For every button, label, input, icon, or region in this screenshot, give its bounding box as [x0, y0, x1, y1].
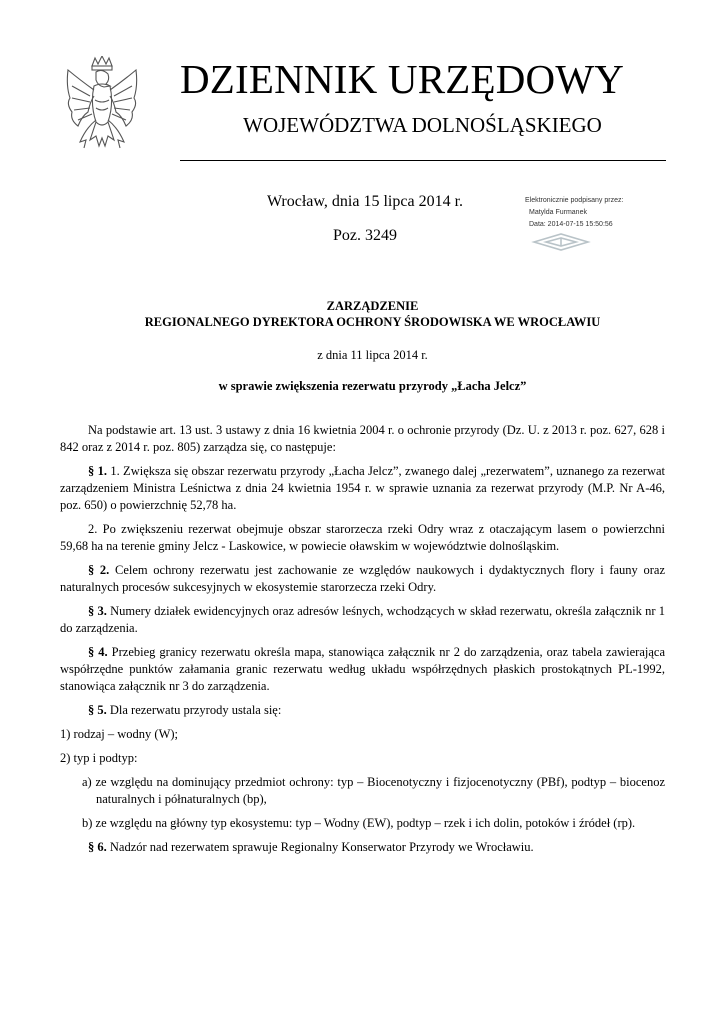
journal-title: DZIENNIK URZĘDOWY: [180, 56, 625, 102]
section-5-mark: § 5.: [88, 703, 107, 717]
section-1: [60, 463, 665, 514]
section-5-item-2: 2) typ i podtyp:: [60, 751, 138, 765]
electronic-signature: [525, 195, 705, 231]
masthead-divider: [180, 160, 666, 161]
section-1-text: 1. Zwiększa się obszar rezerwatu przyrody „Łacha Jelcz”, zwanego dalej „rezerwatem”, uznanego za rezerwat zarządzeniem Ministra Leśnictwa z dnia 24 kwietnia 1954 r. w sprawie uznania za rezerwat przyrody (M.P. Nr A-46, poz. 650) o powierzchnię 52,78 ha.: [60, 464, 666, 512]
section-2-text: Celem ochrony rezerwatu jest zachowanie ze względów naukowych i dydaktycznych flory i fauny oraz naturalnych procesów sukcesyjnych w ekosystemie starorzecza rzeki Odry.: [60, 563, 665, 594]
document-type: ZARZĄDZENIE: [326, 299, 419, 313]
section-1-paragraph-2: 2. Po zwiększeniu rezerwat obejmuje obszar starorzecza rzeki Odry wraz z otaczającym lasem o powierzchni 59,68 ha na terenie gminy Jelcz - Laskowice, w powiecie oławskim w województwie dolnośląskim.: [60, 522, 665, 553]
signature-date: Data: 2014-07-15 15:50:56: [529, 221, 613, 228]
section-1-mark: § 1.: [88, 464, 107, 478]
section-3-mark: § 3.: [88, 604, 107, 618]
section-4: [60, 644, 665, 695]
section-5-item-1: 1) rodzaj – wodny (W);: [60, 727, 179, 741]
section-4-mark: § 4.: [88, 645, 108, 659]
section-6-text: Nadzór nad rezerwatem sprawuje Regionalny Konserwator Przyrody we Wrocławiu.: [106, 840, 534, 854]
document-body: [60, 422, 665, 863]
emblem-eagle-icon: [62, 56, 142, 168]
signature-name: Matylda Furmanek: [529, 209, 587, 216]
document-date: z dnia 11 lipca 2014 r.: [317, 348, 428, 362]
section-3: [60, 603, 665, 637]
document-subject: w sprawie zwiększenia rezerwatu przyrody „Łacha Jelcz”: [218, 379, 527, 393]
section-2: [60, 562, 665, 596]
section-6-mark: § 6.: [88, 840, 107, 854]
journal-subtitle: WOJEWÓDZTWA DOLNOŚLĄSKIEGO: [243, 113, 602, 137]
section-6: [60, 839, 665, 856]
section-5-text: Dla rezerwatu przyrody ustala się:: [106, 703, 282, 717]
document-issuer: REGIONALNEGO DYREKTORA OCHRONY ŚRODOWISKA WE WROCŁAWIU: [144, 315, 601, 329]
signature-label: Elektronicznie podpisany przez:: [525, 197, 624, 204]
section-2-mark: § 2.: [88, 563, 110, 577]
preamble: Na podstawie art. 13 ust. 3 ustawy z dnia 16 kwietnia 2004 r. o ochronie przyrody (Dz. U. z 2013 r. poz. 627, 628 i 842 oraz z 2014 r. poz. 805) zarządza się, co następuje:: [60, 423, 665, 454]
signature-logo-icon: [530, 232, 592, 252]
section-5: [60, 702, 665, 719]
section-5-item-2a: a) ze względu na dominujący przedmiot ochrony: typ – Biocenotyczny i fizjocenotyczny (PBf), podtyp – biocenoz naturalnych i półnaturalnych (bp),: [82, 775, 665, 806]
issue-position: Poz. 3249: [333, 227, 397, 244]
issue-place-date: Wrocław, dnia 15 lipca 2014 r.: [266, 193, 464, 210]
section-4-text: Przebieg granicy rezerwatu określa mapa, stanowiąca załącznik nr 2 do zarządzenia, oraz tabela zawierająca współrzędne punktów załamania granic rezerwatu według układu współrzędnych płaskich prostokątnych PL-1992, stanowiąca załącznik nr 3 do zarządzenia.: [60, 645, 666, 693]
section-5-item-2b: b) ze względu na główny typ ekosystemu: typ – Wodny (EW), podtyp – rzek i ich dolin, potoków i źródeł (rp).: [82, 816, 636, 830]
section-3-text: Numery działek ewidencyjnych oraz adresów leśnych, wchodzących w skład rezerwatu, określa załącznik nr 1 do zarządzenia.: [60, 604, 666, 635]
